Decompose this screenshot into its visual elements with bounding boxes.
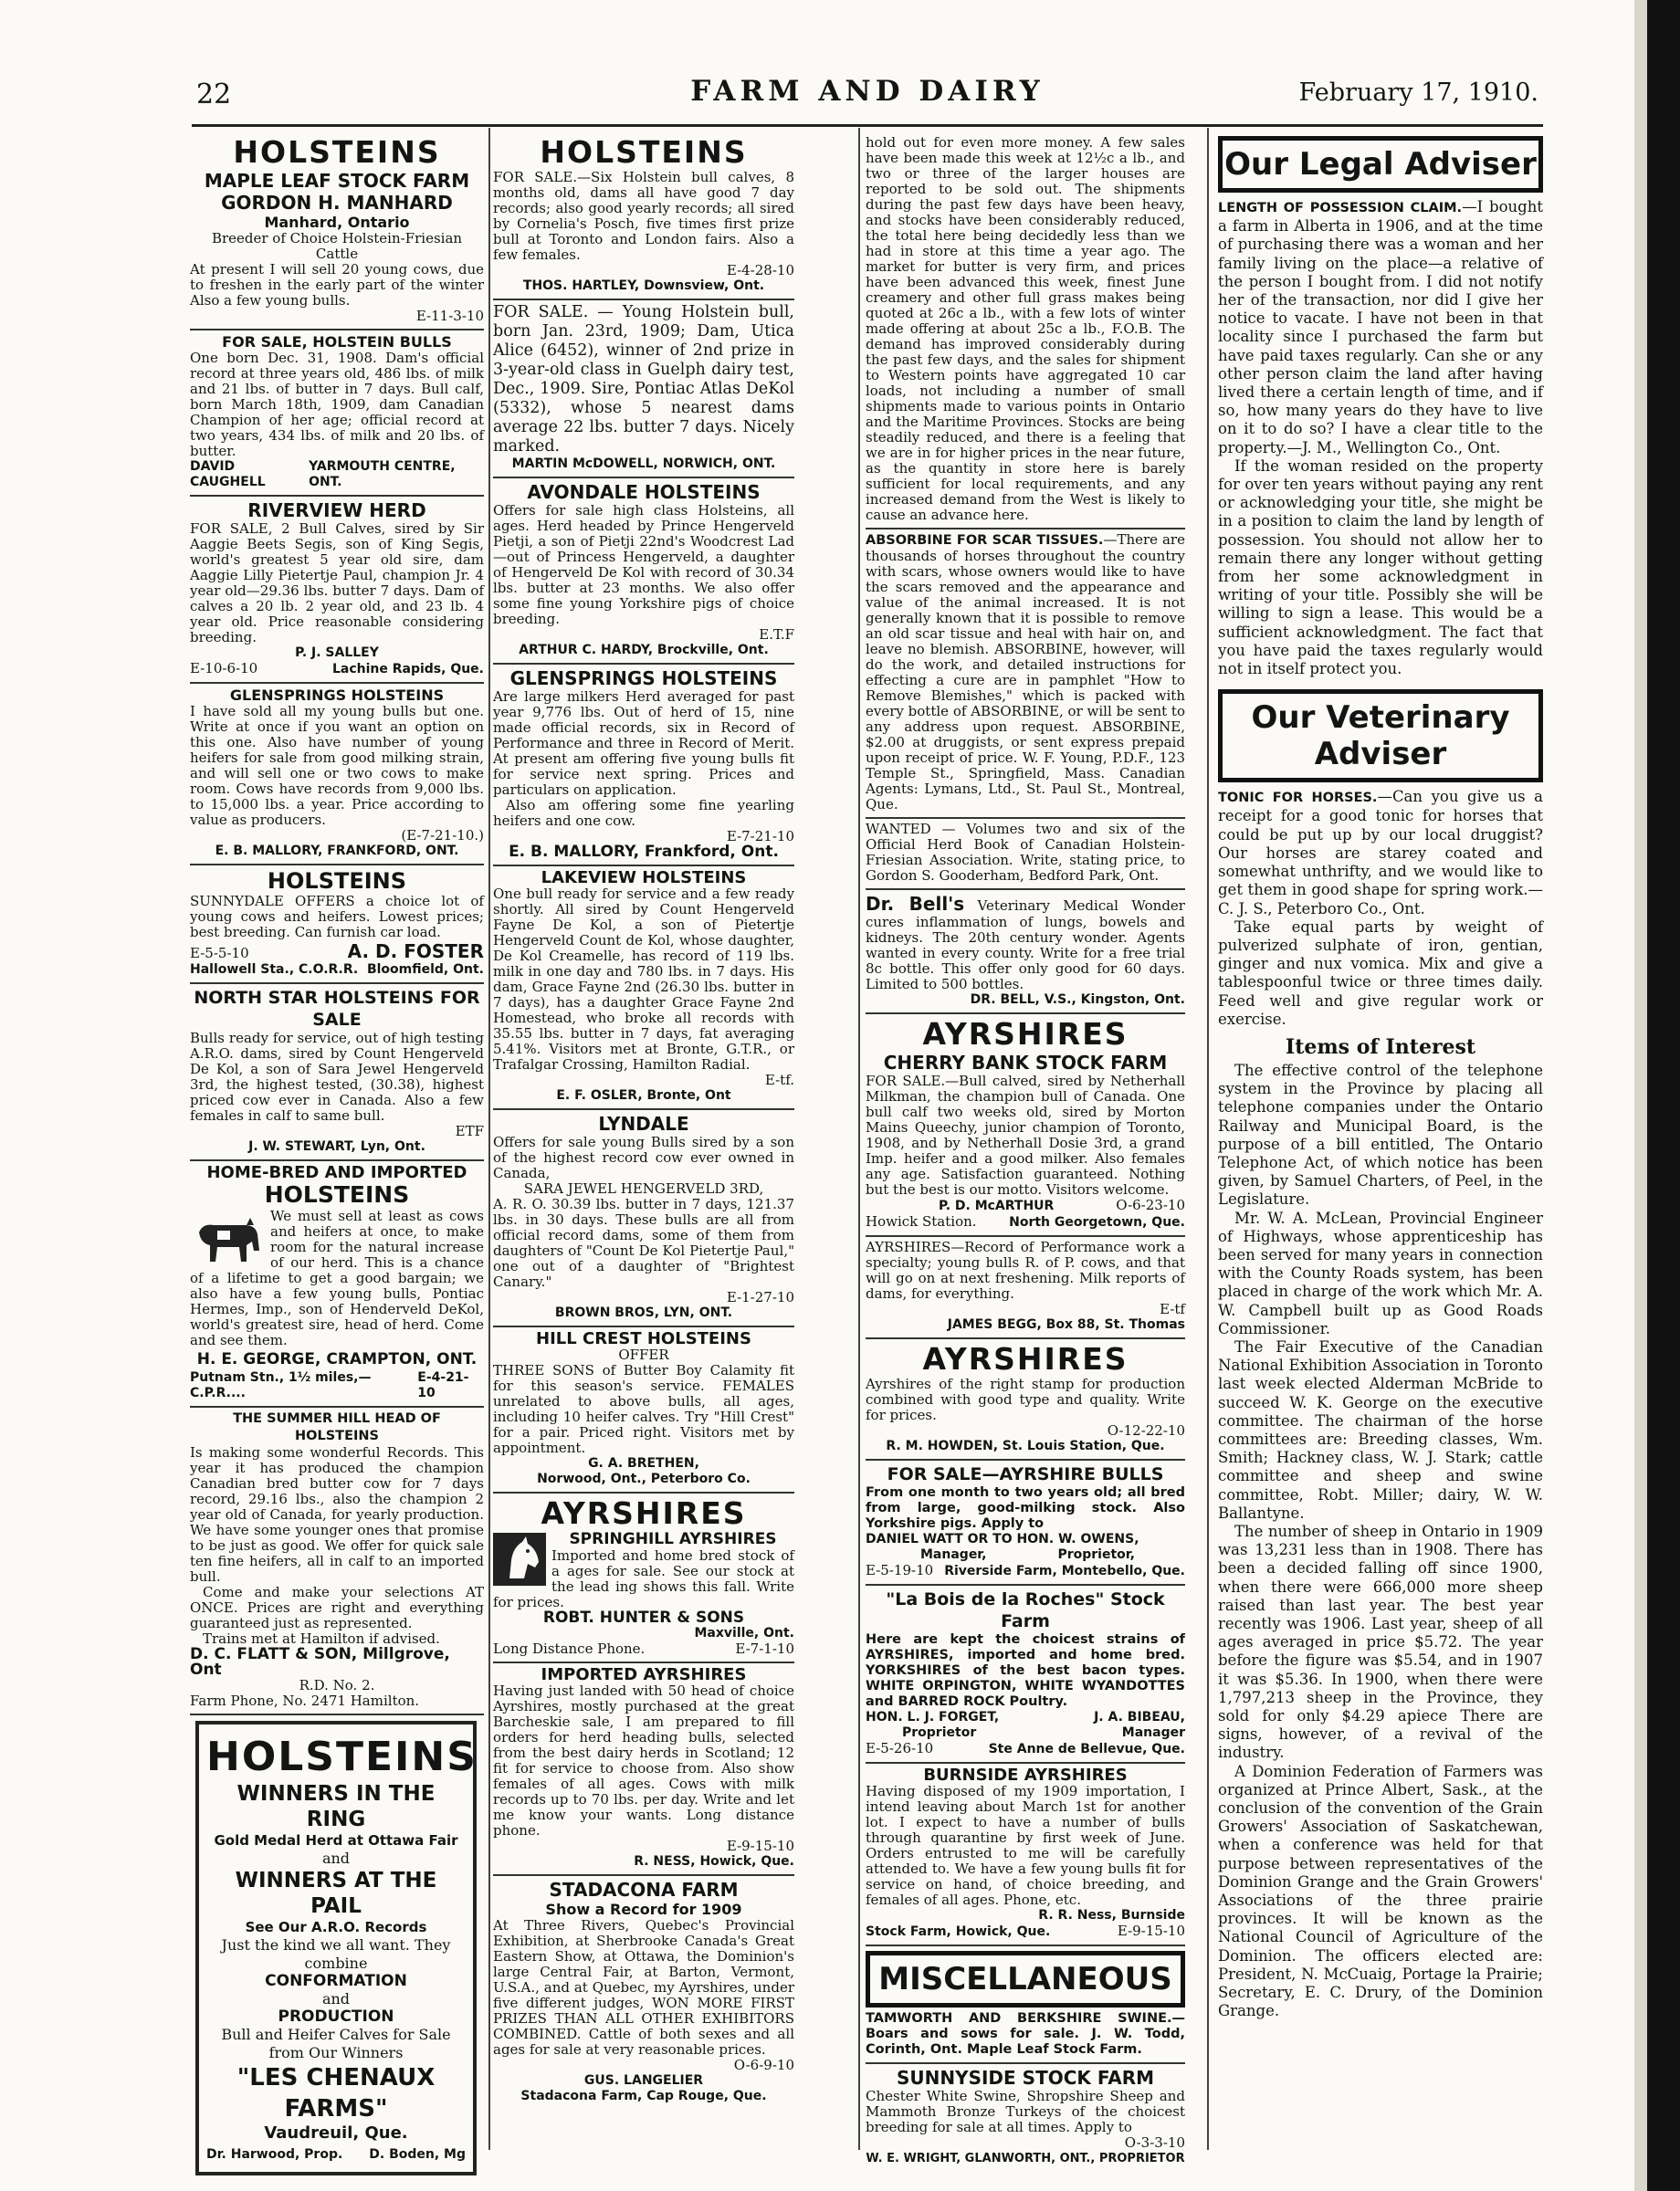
legal-question-text: —I bought a farm in Alberta in 1906, and at the time of purchasing there was a woman and her family living on the place—a relative of the person I bought from. I did not notify her of the transaction, nor did I give her notice to vacate. I have not been in that locality since I purchased the farm but have paid taxes regularly. Can she or any other person claim the land after having lived there a certain length of time, and if so, how many years do they have to live on it to do so? I have a clear title to the property.—J. M., Wellington Co., Ont. bbox=[1218, 198, 1543, 456]
notice-body: —There are thousands of horses throughout the country with scars, whose owners would like to have the scars removed and the appearance and value of the animal increased. It is not generally known that it is possible to remove an old scar tissue and heal with hair on, and leave no blemish. ABSORBINE, however, will do the work, and detailed instructions for effecting a cure are in pamphlet "How to Remove Blemishes," which is packed with every bottle of ABSORBINE, or will be sent to any address upon request. ABSORBINE, $2.00 at druggists, or sent express prepaid upon receipt of price. W. F. Young, P.D.F., 123 Temple St., Springfield, Mass. Canadian Agents: Lymans, Ltd., St. Paul St., Montreal, Que. bbox=[866, 531, 1185, 812]
item-paragraph: The number of sheep in Ontario in 1909 was 13,231 less than in 1908. There has been a decided falling off since 1900, when there were 666,000 more sheep raised than last year. The best year recently was 1906. Last year, sheep of all ages averaged in price $5.72. The year before the figure was $5.54, and in 1907 it was $5.36. In 1900, when there were 1,797,213 sheep in the Province, they sold for only $4.29 apiece There are signs, however, of a revival of the industry. bbox=[1218, 1523, 1543, 1762]
legal-adviser-article bbox=[1218, 198, 1543, 678]
legal-head: LENGTH OF POSSESSION CLAIM. bbox=[1218, 201, 1463, 215]
ad-les-chenaux bbox=[195, 1721, 477, 2175]
ad-miscellaneous bbox=[866, 1946, 1185, 2064]
ad-roles bbox=[866, 1725, 1185, 1741]
section-banner: MISCELLANEOUS bbox=[866, 1951, 1185, 2008]
horse-head-icon bbox=[493, 1533, 546, 1586]
ad-code: E-1-27-10 bbox=[726, 1289, 794, 1305]
ad-code: O-3-3-10 bbox=[1124, 2134, 1185, 2151]
cow-icon bbox=[190, 1211, 265, 1269]
ad-signature-1: G. A. BRETHEN, bbox=[588, 1456, 699, 1471]
notice-head: ABSORBINE FOR SCAR TISSUES. bbox=[866, 533, 1104, 548]
notice-body: WANTED — Volumes two and six of the Official Herd Book of Canadian Holstein-Friesian Association. Write, stating price, to Gordon S. Gooderham, Bedford Park, Ont. bbox=[866, 821, 1185, 884]
vet-question-text: —Can you give us a receipt for a good tonic for horses that could be put up by our local druggist? Our horses are starey coated and somewhat unthrifty, and we would like to get them in good shape for spring work.—C. J. S., Peterboro Co., Ont. bbox=[1218, 788, 1543, 917]
ad-signature: R. NESS, Howick, Que. bbox=[634, 1854, 794, 1869]
ad-body: Is making some wonderful Records. This year it has produced the champion Canadian bred butter cow for 7 days record, 29.16 lbs., also the champion 2 year old of Canada, for yearly production. We have some younger ones that promise to be just as good. We offer for quick sale ten fine heifers, all in calf to an imported bull. bbox=[190, 1444, 484, 1585]
ad-code: (E-7-21-10.) bbox=[401, 827, 484, 844]
notice-text bbox=[866, 532, 1185, 812]
vet-question bbox=[1218, 788, 1543, 917]
ad-owner-role: Proprietor bbox=[902, 1725, 977, 1740]
ad-code: E-5-5-10 bbox=[190, 945, 249, 961]
ad-body: Bulls ready for service, out of high testing A.R.O. dams, sired by Count Hengerveld De Kol, a son of Sara Jewel Hengerveld 3rd, the highest tested, (30.38), highest priced cow ever in Canada. Also a few females in calf to same bull. bbox=[190, 1030, 484, 1124]
ad-owners bbox=[866, 1710, 1185, 1725]
masthead: FARM AND DAIRY bbox=[690, 75, 1045, 108]
box-line-8: and bbox=[321, 1990, 351, 2008]
ad-title: RIVERVIEW HERD bbox=[247, 499, 426, 521]
ad-code: O-12-22-10 bbox=[1107, 1422, 1185, 1439]
ad-phone: Long Distance Phone. bbox=[493, 1641, 646, 1657]
ad-signature-2: Stadacona Farm, Cap Rouge, Que. bbox=[520, 2089, 767, 2103]
ad-signature: BROWN BROS, LYN, ONT. bbox=[554, 1305, 733, 1320]
ad-glensprings-1 bbox=[190, 684, 484, 865]
ad-title: AVONDALE HOLSTEINS bbox=[527, 481, 761, 503]
ad-code: E-5-26-10 bbox=[866, 1740, 934, 1756]
ad-owner: D. C. FLATT & SON, Millgrove, Ont bbox=[190, 1645, 450, 1679]
ad-code: E-5-19-10 bbox=[866, 1562, 934, 1578]
ad-title: BURNSIDE AYRSHIRES bbox=[923, 1766, 1128, 1785]
ad-footer bbox=[866, 1563, 1185, 1579]
ad-sunnydale bbox=[190, 865, 484, 984]
ad-burnside bbox=[866, 1764, 1185, 1946]
ad-place: North Georgetown, Que. bbox=[1009, 1215, 1185, 1230]
ad-body: Chester White Swine, Shropshire Sheep and Mammoth Bronze Turkeys of the choicest breeding for sale at all times. Apply to bbox=[866, 2088, 1185, 2135]
ad-title: GLENSPRINGS HOLSTEINS bbox=[509, 667, 778, 689]
ad-code: E-tf bbox=[1160, 1301, 1185, 1317]
box-footer bbox=[206, 2147, 466, 2163]
ad-body: I have sold all my young bulls but one. Write at once if you want an option on this one. Also have number of young heifers for sale from good milking strain, and will sell one or two cows to make room. Cows have records from 9,000 lbs. to 15,000 lbs. a year. Price according to value as producers. bbox=[190, 703, 484, 828]
ad-lyndale bbox=[493, 1110, 794, 1327]
ad-code: E-4-21-10 bbox=[417, 1370, 469, 1400]
ad-body-2: Come and make your selections AT ONCE. Prices are right and everything guaranteed just as represented. bbox=[190, 1584, 484, 1631]
header-rule bbox=[192, 124, 1543, 127]
ad-owner: P. D. McARTHUR bbox=[939, 1199, 1055, 1213]
scan-edge bbox=[1634, 0, 1680, 2191]
ad-place: Maxville, Ont. bbox=[694, 1626, 794, 1641]
veterinary-adviser-banner: Our Veterinary Adviser bbox=[1218, 689, 1543, 782]
ad-north-star bbox=[190, 984, 484, 1161]
ad-offer: OFFER bbox=[618, 1347, 669, 1363]
ad-title-2: HOLSTEINS bbox=[264, 1181, 410, 1208]
ad-body: THREE SONS of Butter Boy Calamity fit for this season's service. FEMALES unrelated to above bulls, all ages, including 10 heifer calves. Try "Hill Crest" for a pair. Priced right. Visitors met by appointment. bbox=[493, 1362, 794, 1456]
ad-riverview bbox=[190, 497, 484, 684]
ad-body: Veterinary Medical Wonder cures inflammation of lungs, bowels and kidneys. The 20th century wonder. Agents wanted in every county. Write for a free trial 8c bottle. This offer only good for 60 days. Limited to 500 bottles. bbox=[866, 897, 1185, 992]
ad-signature: JAMES BEGG, Box 88, St. Thomas bbox=[947, 1317, 1185, 1332]
ad-text bbox=[866, 893, 1185, 992]
ad-title: HILL CREST HOLSTEINS bbox=[536, 1329, 751, 1348]
ad-signature: W. E. WRIGHT, GLANWORTH, ONT., PROPRIETOR bbox=[866, 2152, 1185, 2165]
item-paragraph: The Fair Executive of the Canadian National Exhibition Association in Toronto last week elected Alderman McBride to succeed W. K. George on the executive committee. The chairman of the horse committees are: Breeding classes, Wm. Smith; Hackney class, W. J. Stark; cattle committee and sheep and swine committee, Robt. Miller; dairy, W. W. Ballantyne. bbox=[1218, 1337, 1543, 1522]
ad-title: HOLSTEINS bbox=[233, 134, 441, 170]
box-line-7: CONFORMATION bbox=[265, 1972, 407, 1990]
ad-body: TAMWORTH AND BERKSHIRE SWINE.—Boars and sows for sale. J. W. Todd, Corinth, Ont. Maple Leaf Stock Farm. bbox=[866, 2011, 1185, 2057]
ad-phone: Farm Phone, No. 2471 Hamilton. bbox=[190, 1693, 420, 1709]
ad-body: Having just landed with 50 head of choice Ayrshires, mostly purchased at the great Barcheskie sale, I am prepared to fill orders for herd heading bulls, selected from the best dairy herds in Scotland; 12 fit for service to choose from. Also show females of all ages. Cows with milk records up to 70 lbs. per day. Write and let me know your wants. Long distance phone. bbox=[493, 1683, 794, 1839]
ad-body: FOR SALE.—Six Holstein bull calves, 8 months old, dams all have good 7 day records; also good yearly records; all sired by Cornelia's Posch, five times first prize bull at Toronto and London fairs. Also a few females. bbox=[493, 169, 794, 263]
column-divider bbox=[488, 128, 490, 2150]
legal-answer: If the woman resided on the property for over ten years without paying any rent or acknowledging your title, she might be in a position to claim the land by length of possession. You should not allow her to remain there any longer without getting from her some acknowledgment in writing of your title. Possibly she will be willing to sign a lease. This would be a sufficient acknowledgment. The fact that you have paid the taxes regularly would not in itself protect you. bbox=[1218, 456, 1543, 678]
sig-right: YARMOUTH CENTRE, ONT. bbox=[309, 459, 456, 489]
item-paragraph: A Dominion Federation of Farmers was organized at Prince Albert, Sask., at the conclusion of the convention of the Grain Growers' Association of Saskatchewan, when a conference was held for that purpose between representatives of the Dominion Grange and the Grain Growers' Associations of the three prairie provinces. It will be known as the National Council of Agriculture of the Dominion. The officers elected are: President, N. McCuaig, Portage la Prairie; Secretary, E. C. Drury, of the Dominion Grange. bbox=[1218, 1762, 1543, 2020]
ad-code: O-6-23-10 bbox=[1116, 1197, 1185, 1213]
ad-code: E-9-15-10 bbox=[726, 1838, 794, 1854]
ad-code: E-7-1-10 bbox=[735, 1641, 794, 1657]
ad-owner: ROBT. HUNTER & SONS bbox=[542, 1609, 745, 1627]
ad-footer bbox=[190, 940, 484, 962]
ad-signature: THOS. HARTLEY, Downsview, Ont. bbox=[522, 278, 765, 293]
ad-title: STADACONA FARM bbox=[549, 1879, 739, 1901]
ad-body: FOR SALE. — Young Holstein bull, born Jan. 23rd, 1909; Dam, Utica Alice (6452), winner of 2nd prize in 3-year-old class in Guelph dairy test, Dec., 1909. Sire, Pontiac Atlas DeKol (5332), whose 5 nearest dams average 22 lbs. butter 7 days. Nicely marked. bbox=[493, 303, 794, 456]
ad-summer-hill bbox=[190, 1408, 484, 1715]
ad-place: Lachine Rapids, Que. bbox=[331, 662, 484, 676]
ad-body: From one month to two years old; all bred from large, good-milking stock. Also Yorkshire pigs. Apply to bbox=[866, 1485, 1185, 1531]
ad-body: Here are kept the choicest strains of AYRSHIRES, imported and home bred. YORKSHIRES of the best bacon types. WHITE ORPINGTON, WHITE WYANDOTTES and BARRED ROCK Poultry. bbox=[866, 1632, 1185, 1709]
ad-title-1: HOME-BRED AND IMPORTED bbox=[206, 1163, 467, 1182]
ad-body: AYRSHIRES—Record of Performance work a specialty; young bulls R. of P. cows, and that will go on at next freshening. Milk reports of dams, for everything. bbox=[866, 1239, 1185, 1302]
ad-code: E-tf. bbox=[764, 1072, 794, 1088]
ad-howden bbox=[866, 1339, 1185, 1461]
ad-line: Breeder of Choice Holstein-Friesian Cattle bbox=[211, 230, 463, 262]
items-of-interest-article bbox=[1218, 1062, 1543, 2021]
ad-title: AYRSHIRES bbox=[541, 1495, 747, 1531]
ad-signature-3: Riverside Farm, Montebello, Que. bbox=[944, 1564, 1185, 1578]
box-line-4: WINNERS AT THE PAIL bbox=[235, 1869, 437, 1918]
ad-mcdowell bbox=[493, 300, 794, 478]
ad-avondale bbox=[493, 478, 794, 665]
box-line-3: and bbox=[321, 1850, 351, 1867]
ad-signature-2: Norwood, Ont., Peterboro Co. bbox=[537, 1472, 751, 1486]
ad-place: Ste Anne de Bellevue, Que. bbox=[988, 1742, 1185, 1756]
ad-sub: Show a Record for 1909 bbox=[545, 1901, 742, 1918]
ad-signature: E. B. MALLORY, Frankford, Ont. bbox=[509, 843, 779, 861]
ad-code: E-9-15-10 bbox=[1117, 1923, 1185, 1939]
ad-place: Bloomfield, Ont. bbox=[366, 962, 484, 977]
ad-code: O-6-9-10 bbox=[733, 2057, 794, 2073]
ad-owner: GORDON H. MANHARD bbox=[221, 192, 453, 214]
ad-signature: MARTIN McDOWELL, NORWICH, ONT. bbox=[511, 456, 776, 471]
box-line-11: "LES CHENAUX FARMS" bbox=[236, 2064, 436, 2123]
ad-body: We must sell at least as cows and heifers at once, to make room for the natural increase of our herd. This is a chance of a lifetime to get a good bargain; we also have a few young bulls, Pontiac Hermes, Imp., son of Henderveld DeKol, world's greatest sire, head of herd. Come and see them. bbox=[190, 1208, 484, 1348]
ad-footer-2 bbox=[866, 1214, 1185, 1231]
ad-sunnyside bbox=[866, 2064, 1185, 2171]
ad-maple-leaf bbox=[190, 132, 484, 330]
ad-title: AYRSHIRES bbox=[922, 1016, 1129, 1052]
ad-begg bbox=[866, 1237, 1185, 1339]
ad-stadacona bbox=[493, 1876, 794, 2109]
ad-body-2: Also am offering some fine yearling heifers and one cow. bbox=[493, 797, 794, 829]
page-header bbox=[196, 75, 1538, 121]
box-line-2: Gold Medal Herd at Ottawa Fair bbox=[214, 1832, 458, 1849]
box-line-6: Just the kind we all want. They combine bbox=[221, 1936, 451, 1972]
ad-lakeview bbox=[493, 866, 794, 1110]
ad-body: FOR SALE.—Bull calved, sired by Netherhall Milkman, the champion bull of Canada. One bull calf two weeks old, sired by Morton Mains Queechy, junior champion of Toronto, 1908, and by Netherhall Dosie 3rd, a grand Imp. heifer and a good milker. Also females any age. Satisfaction guaranteed. Nothing but the best is our motto. Visitors welcome. bbox=[866, 1073, 1185, 1198]
ad-body: One bull ready for service and a few ready shortly. All sired by Count Hengerveld Fayne De Kol, a son of Pietertje Hengerveld Count de Kol, whose daughter, De Kol Creamelle, has record of 119 lbs. milk in one day and 780 lbs. in 7 days. His dam, Grace Fayne 2nd (26.30 lbs. butter in 7 days), has a daughter Grace Fayne 2nd Homestead, who broke all records with 35.55 lbs. butter in 7 days, fat averaging 5.41%. Visitors met at Bronte, G.T.R., or Trafalgar Crossing, Hamilton Radial. bbox=[493, 886, 794, 1073]
ad-footer bbox=[866, 1198, 1185, 1214]
ad-title: AYRSHIRES bbox=[922, 1341, 1129, 1377]
ad-code: E-4-28-10 bbox=[726, 262, 794, 278]
ad-place: Putnam Stn., 1½ miles,—C.P.R.... bbox=[190, 1370, 372, 1400]
ad-hartley bbox=[493, 132, 794, 300]
ad-title: IMPORTED AYRSHIRES bbox=[541, 1665, 747, 1684]
ad-farm: CHERRY BANK STOCK FARM bbox=[883, 1052, 1168, 1074]
legal-adviser-banner: Our Legal Adviser bbox=[1218, 136, 1543, 193]
ad-footer bbox=[190, 1370, 484, 1401]
ad-hill-crest bbox=[493, 1327, 794, 1494]
veterinary-adviser-article bbox=[1218, 788, 1543, 1029]
ad-title: FOR SALE—AYRSHIRE BULLS bbox=[887, 1464, 1164, 1484]
ad-body: Are large milkers Herd averaged for past year 9,776 lbs. Out of herd of 15, nine made official records, six in Record of Performance and three in Record of Merit. At present am offering five young bulls fit for service next spring. Prices and particulars on application. bbox=[493, 688, 794, 798]
ad-body: At Three Rivers, Quebec's Provincial Exhibition, at Sherbrooke Canada's Great Eastern Show, at Ottawa, the Dominion's large Central Fair, at Barton, Vermont, U.S.A., and at Quebec, my Ayrshires, under five different judges, WON MORE FIRST PRIZES THAN ALL OTHER EXHIBITORS COMBINED. Cattle of both sexes and all ages for sale at very reasonable prices. bbox=[493, 1917, 794, 2058]
absorbine-notice bbox=[866, 529, 1185, 819]
legal-question bbox=[1218, 198, 1543, 457]
box-line-10: Bull and Heifer Calves for Sale from Our Winners bbox=[221, 2026, 451, 2061]
ad-title: HOLSTEINS bbox=[540, 134, 748, 170]
ad-signature bbox=[190, 459, 484, 490]
article-body: hold out for even more money. A few sales have been made this week at 12½c a lb., and two or three of the larger houses are reported to be sold out. The shipments during the past few days have been heavy, and stocks have been considerably reduced, the total here being decidedly less than we had in store at this time a year ago. The market for butter is very firm, and prices have been advanced this week, finest June creamery and other full grass makes being quoted at 26c a lb., with a few lots of winter made offering at about 25c a lb., F.O.B. The demand has improved considerably during the past few days, and the sales for shipment to Western points have aggregated 10 car loads, not including a number of small shipments made to various points in Ontario and the Maritime Provinces. Stocks are being steadily reduced, and there is a feeling that we are in for higher prices in the near future, as the quantity in store here is barely sufficient for local requirements, and any increased demand from the West is likely to cause an advance here. bbox=[866, 134, 1185, 523]
ad-code: ETF bbox=[455, 1123, 484, 1139]
ad-glensprings-2 bbox=[493, 665, 794, 866]
ad-body: FOR SALE, 2 Bull Calves, sired by Sir Aaggie Beets Segis, son of King Segis, world's greatest 5 year old sire, dam Aaggie Lilly Pietertje Paul, champion Jr. 4 year old—29.36 lbs. butter 7 days. Dam of calves a 20 lb. 2 year old, and 23 lb. 4 year old. Price reasonable considering breeding. bbox=[190, 520, 484, 645]
ad-signature-1: GUS. LANGELIER bbox=[583, 2073, 704, 2088]
ad-footer bbox=[866, 1924, 1185, 1940]
wanted-notice bbox=[866, 819, 1185, 890]
vet-answer: Take equal parts by weight of pulverized sulphate of iron, gentian, ginger and nux vomica. Mix and give a tablespoonful twice or three times daily. Feed well and give regular work or exercise. bbox=[1218, 917, 1543, 1028]
ad-body: Offers for sale young Bulls sired by a son of the highest record cow ever owned in Canada, bbox=[493, 1134, 794, 1181]
ad-title: HOLSTEINS bbox=[267, 868, 407, 894]
sig-left: DAVID CAUGHELL bbox=[190, 459, 266, 489]
ad-body: One born Dec. 31, 1908. Dam's official record at three years old, 486 lbs. of milk and 21 lbs. of butter in 7 days. Bull calf, born March 18th, 1909, dam Canadian Champion of her age; official record at two years, 434 lbs. of milk and 20 lbs. of butter. bbox=[190, 350, 484, 459]
box-line-12: Vaudreuil, Que. bbox=[264, 2123, 408, 2143]
ad-code: E-11-3-10 bbox=[415, 308, 484, 324]
ad-signature-2: Stock Farm, Howick, Que. bbox=[866, 1924, 1051, 1939]
box-left: Dr. Harwood, Prop. bbox=[206, 2147, 343, 2162]
ad-code: E-7-21-10 bbox=[726, 828, 794, 844]
ad-footer bbox=[866, 1741, 1185, 1757]
ad-signature-1: DANIEL WATT OR TO HON. W. OWENS, bbox=[866, 1532, 1139, 1546]
ad-body: Ayrshires of the right stamp for production combined with good type and quality. Write for prices. bbox=[866, 1376, 1185, 1423]
box-right: D. Boden, Mg bbox=[369, 2147, 466, 2162]
ad-riverside bbox=[866, 1461, 1185, 1586]
box-line-9: PRODUCTION bbox=[278, 2008, 394, 2026]
ad-rd: R.D. No. 2. bbox=[299, 1677, 375, 1693]
ad-code: E.T.F bbox=[759, 626, 794, 643]
ad-signature-2: Manager, Proprietor, bbox=[920, 1547, 1135, 1562]
ad-body: Offers for sale high class Holsteins, all ages. Herd headed by Prince Hengerveld Pietji, a son of Pietji 22nd's Woodcrest Lad—out of Princess Hengerveld, a daughter of Hengerveld De Kol with record of 30.34 lbs. butter at 23 months. We also offer some fine young Yorkshire pigs of choice breeding. bbox=[493, 502, 794, 627]
ad-body: At present I will sell 20 young cows, due to freshen in the early part of the winter Also a few young bulls. bbox=[190, 261, 484, 309]
ad-title: LAKEVIEW HOLSTEINS bbox=[541, 868, 747, 887]
column-3 bbox=[866, 132, 1185, 2171]
ad-title: FOR SALE, HOLSTEIN BULLS bbox=[222, 333, 452, 351]
ad-signature: P. J. SALLEY bbox=[295, 645, 379, 660]
ad-title: "La Bois de la Roches" Stock Farm bbox=[886, 1589, 1165, 1631]
ad-dr-bell bbox=[866, 890, 1185, 1014]
ad-owner: A. D. FOSTER bbox=[347, 940, 484, 962]
vet-head: TONIC FOR HORSES. bbox=[1218, 791, 1378, 806]
ad-station: Hallowell Sta., C.O.R.R. bbox=[190, 962, 359, 977]
ad-signature: E. B. MALLORY, FRANKFORD, ONT. bbox=[215, 844, 459, 858]
ad-farm: MAPLE LEAF STOCK FARM bbox=[204, 170, 470, 192]
ad-springhill bbox=[493, 1494, 794, 1663]
column-divider bbox=[858, 128, 860, 2150]
column-4 bbox=[1218, 132, 1543, 2020]
column-2 bbox=[493, 132, 794, 2109]
item-paragraph: Mr. W. A. McLean, Provincial Engineer of Highways, whose apprenticeship has been served for many years in connection with the County Roads system, has been placed in charge of the work which Mr. A. W. Campbell built up as Good Roads Commissioner. bbox=[1218, 1209, 1543, 1337]
ad-signature-1: R. R. Ness, Burnside bbox=[1038, 1908, 1185, 1923]
ad-body: SUNNYDALE OFFERS a choice lot of young cows and heifers. Lowest prices; best breeding. Can furnish car load. bbox=[190, 893, 484, 940]
ad-title: GLENSPRINGS HOLSTEINS bbox=[229, 687, 445, 704]
ad-footer bbox=[493, 1641, 794, 1657]
column-divider bbox=[1207, 128, 1209, 2150]
issue-date: February 17, 1910. bbox=[1298, 79, 1538, 107]
ad-bois-roches bbox=[866, 1586, 1185, 1764]
ad-farm: SPRINGHILL AYRSHIRES bbox=[569, 1530, 777, 1548]
ad-signature: E. F. OSLER, Bronte, Ont bbox=[556, 1088, 731, 1103]
ad-title: NORTH STAR HOLSTEINS FOR SALE bbox=[194, 988, 480, 1030]
ad-owner: H. E. GEORGE, CRAMPTON, ONT. bbox=[196, 1350, 478, 1368]
ad-title: LYNDALE bbox=[598, 1113, 689, 1135]
column-1 bbox=[190, 132, 484, 2175]
items-of-interest-heading: Items of Interest bbox=[1285, 1034, 1476, 1059]
ad-signature: DR. BELL, V.S., Kingston, Ont. bbox=[970, 992, 1185, 1007]
box-title: HOLSTEINS bbox=[206, 1734, 478, 1780]
box-line-5: See Our A.R.O. Records bbox=[245, 1919, 427, 1935]
box-line-1: WINNERS IN THE RING bbox=[236, 1782, 436, 1831]
ad-trains: Trains met at Hamilton if advised. bbox=[203, 1630, 440, 1647]
ad-cherry-bank bbox=[866, 1014, 1185, 1237]
ad-title: Dr. Bell's bbox=[866, 893, 965, 915]
ad-footer-2 bbox=[190, 962, 484, 978]
ad-imported-ayrshires bbox=[493, 1663, 794, 1876]
ad-manager: J. A. BIBEAU, bbox=[1094, 1710, 1185, 1724]
ad-signature: ARTHUR C. HARDY, Brockville, Ont. bbox=[519, 643, 769, 657]
ad-footer bbox=[190, 661, 484, 677]
scan-edge-paper bbox=[1634, 0, 1647, 2191]
page-number: 22 bbox=[196, 79, 232, 110]
ad-body-2: A. R. O. 30.39 lbs. butter in 7 days, 121.37 lbs. in 30 days. These bulls are all from official record dams, some of them from daughters of "Count De Kol Pietertje Paul," one out of a daughter of "Brightest Canary." bbox=[493, 1196, 794, 1290]
ad-caughell bbox=[190, 330, 484, 497]
ad-owner: HON. L. J. FORGET, bbox=[866, 1710, 1000, 1724]
ad-name: SARA JEWEL HENGERVELD 3RD, bbox=[523, 1180, 764, 1197]
item-paragraph: The effective control of the telephone system in the Province by placing all telephone companies under the Ontario Railway and Municipal Board, is the purpose of a bill entitled, The Ontario Telephone Act, of which notice has been given, by Samuel Charters, of Peel, in the Legislature. bbox=[1218, 1061, 1543, 1209]
dairy-market-report bbox=[866, 132, 1185, 529]
ad-body: Imported and home bred stock of a ages for sale. See our stock at the lead ing shows this fall. Write for prices. bbox=[493, 1547, 794, 1610]
ad-signature: R. M. HOWDEN, St. Louis Station, Que. bbox=[886, 1439, 1165, 1453]
ad-station: Howick Station. bbox=[866, 1213, 977, 1230]
ad-manager-role: Manager bbox=[1121, 1725, 1185, 1740]
ad-signature: J. W. STEWART, Lyn, Ont. bbox=[248, 1139, 425, 1154]
ad-home-bred bbox=[190, 1161, 484, 1408]
ad-code: E-10-6-10 bbox=[190, 660, 258, 676]
ad-title: SUNNYSIDE STOCK FARM bbox=[896, 2067, 1154, 2089]
ad-body: Having disposed of my 1909 importation, I intend leaving about March 1st for another lot. I expect to have a number of bulls through quarantine by first week of June. Orders entrusted to me will be carefully attended to. We have a few young bulls fit for service on hand, of choice breeding, and females of all ages. Phone, etc. bbox=[866, 1783, 1185, 1908]
ad-place: Manhard, Ontario bbox=[264, 214, 410, 231]
ad-title: THE SUMMER HILL HEAD OF HOLSTEINS bbox=[233, 1411, 441, 1443]
